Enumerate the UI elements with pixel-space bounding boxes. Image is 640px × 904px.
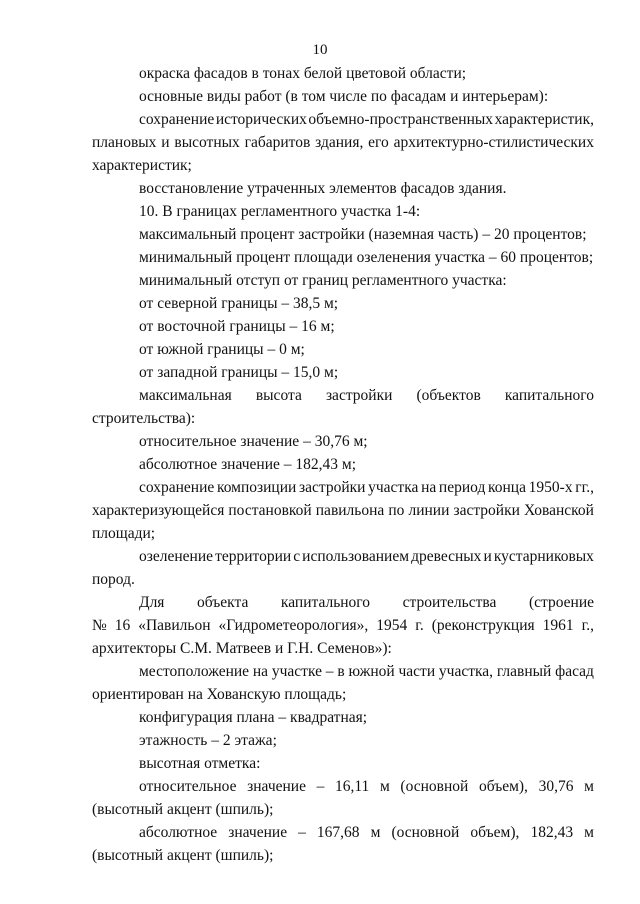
word: (строение	[528, 594, 594, 611]
text-line: высотная отметка:	[139, 755, 261, 772]
text-line: основные виды работ (в том числе по фасадам и интерьерам):	[139, 88, 549, 105]
word: капитального	[280, 594, 371, 611]
text-line	[139, 823, 594, 843]
word: м	[584, 824, 594, 841]
word: на	[421, 479, 437, 496]
word: участка	[368, 479, 419, 496]
text-line	[92, 501, 594, 521]
word: высота	[255, 387, 302, 404]
word: 1961	[542, 617, 574, 634]
word: кустарниковых	[493, 548, 594, 565]
word: использованием	[302, 548, 410, 565]
word: древесных	[411, 548, 482, 565]
word: г.,	[581, 617, 594, 634]
word: капитального	[504, 387, 594, 404]
word: 30,76	[538, 778, 574, 795]
word: (реконструкция	[431, 617, 535, 634]
word: 16	[114, 617, 131, 634]
word: с	[293, 548, 301, 565]
text-line: ориентирован на Хованскую площадь;	[92, 686, 347, 703]
text-line: этажность – 2 этажа;	[139, 732, 277, 749]
text-line: архитекторы С.М. Матвеев и Г.Н. Семенов»):	[92, 640, 392, 657]
word: –	[325, 663, 334, 680]
word: главный	[496, 663, 552, 680]
word: павильона	[315, 502, 385, 519]
text-line	[139, 478, 594, 498]
word: м	[379, 778, 390, 795]
text-line	[139, 662, 594, 682]
word: максимальная	[139, 387, 232, 404]
word: линии	[408, 502, 450, 519]
word: застройки	[325, 387, 393, 404]
text-line: минимальный процент площади озеленения участка – 60 процентов;	[139, 249, 594, 266]
word: №	[92, 617, 107, 634]
word: конца	[488, 479, 526, 496]
page-number: 10	[312, 42, 328, 58]
word: относительное	[139, 778, 237, 795]
word: участка,	[438, 663, 494, 680]
word: абсолютное	[139, 824, 218, 841]
word: 16,11	[335, 778, 370, 795]
word: м	[584, 778, 594, 795]
word: исторических	[215, 111, 307, 128]
text-line	[139, 547, 594, 567]
word: территории	[215, 548, 292, 565]
word: объем),	[470, 824, 520, 841]
word: объекта	[197, 594, 249, 611]
word: объемно-пространственных	[308, 111, 494, 128]
word: композиции	[216, 479, 297, 496]
word: «Гидрометеорология»,	[218, 617, 369, 634]
word: 1954	[376, 617, 408, 634]
word: и	[161, 134, 170, 151]
word: 167,68	[316, 824, 360, 841]
word: гг.,	[575, 479, 594, 496]
word: период	[438, 479, 486, 496]
text-line: конфигурация плана – квадратная;	[139, 709, 368, 726]
text-line: строительства):	[92, 410, 196, 427]
word: строительства	[402, 594, 497, 611]
word: высотных	[174, 134, 240, 151]
text-line	[92, 133, 594, 153]
word: южной	[348, 663, 395, 680]
word: застройки	[453, 502, 520, 519]
text-line: от южной границы – 0 м;	[139, 341, 305, 358]
text-line: (высотный акцент (шпиль);	[92, 847, 274, 864]
word: на	[252, 663, 269, 680]
text-line	[139, 593, 594, 613]
word: 1950-х	[528, 479, 573, 496]
word: в	[337, 663, 345, 680]
word: здания,	[315, 134, 364, 151]
word: сохранение	[139, 111, 215, 128]
text-line	[92, 616, 594, 636]
section-heading: 10. В границах регламентного участка 1-4:	[139, 203, 421, 220]
text-line: от западной границы – 15,0 м;	[139, 364, 339, 381]
word: Хованской	[523, 502, 594, 519]
text-line: от северной границы – 38,5 м;	[139, 295, 339, 312]
text-line: от восточной границы – 16 м;	[139, 318, 335, 335]
word: габаритов	[244, 134, 311, 151]
text-line: площади;	[92, 525, 156, 542]
text-line: минимальный отступ от границ регламентного участка:	[139, 272, 507, 289]
word: фасад	[555, 663, 594, 680]
word: его	[368, 134, 389, 151]
word: –	[316, 778, 325, 795]
word: архитектурно-стилистических	[393, 134, 594, 151]
word: 182,43	[530, 824, 574, 841]
text-line: максимальный процент застройки (наземная часть) – 20 процентов;	[139, 226, 587, 243]
word: Для	[139, 594, 165, 611]
text-line	[139, 110, 594, 130]
text-line: восстановление утраченных элементов фасадов здания.	[139, 180, 507, 197]
word: «Павильон	[138, 617, 211, 634]
word: значение	[247, 778, 306, 795]
word: значение	[228, 824, 288, 841]
text-line	[139, 777, 594, 797]
word: характеризующейся	[92, 502, 225, 519]
text-line: окраска фасадов в тонах белой цветовой области;	[139, 65, 467, 82]
text-line: (высотный акцент (шпиль);	[92, 801, 274, 818]
word: характеристик,	[494, 111, 594, 128]
word: по	[388, 502, 405, 519]
word: м	[370, 824, 381, 841]
word: озеленение	[139, 548, 214, 565]
word: объем),	[478, 778, 528, 795]
word: участке	[271, 663, 322, 680]
word: г.	[415, 617, 424, 634]
word: и	[483, 548, 492, 565]
text-line: относительное значение – 30,76 м;	[139, 433, 368, 450]
word: (основной	[391, 824, 460, 841]
word: (основной	[400, 778, 469, 795]
word: –	[298, 824, 306, 841]
word: (объектов	[416, 387, 481, 404]
text-line: характеристик;	[92, 157, 192, 174]
text-line	[139, 386, 594, 406]
text-line: абсолютное значение – 182,43 м;	[139, 456, 356, 473]
word: местоположение	[139, 663, 250, 680]
text-line: пород.	[92, 571, 135, 588]
word: сохранение	[139, 479, 215, 496]
word: застройки	[298, 479, 366, 496]
word: части	[398, 663, 436, 680]
word: плановых	[92, 134, 157, 151]
word: постановкой	[228, 502, 312, 519]
